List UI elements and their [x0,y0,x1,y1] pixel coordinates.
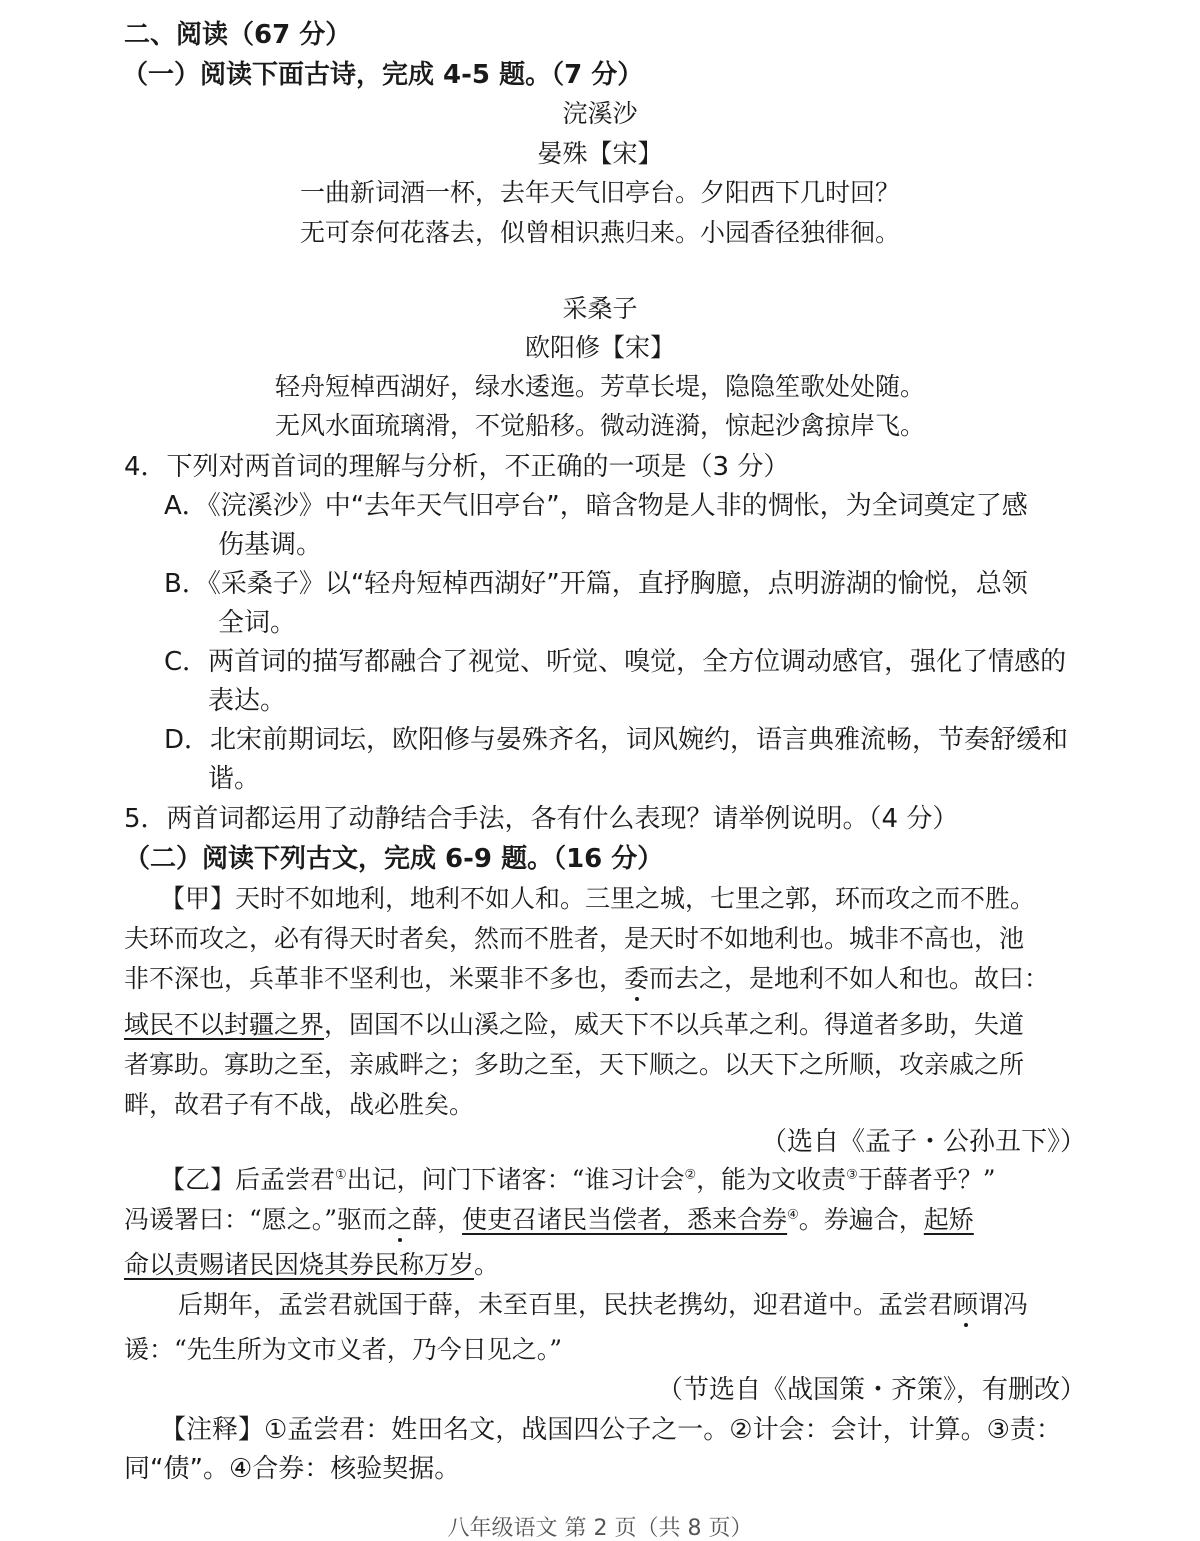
notes-line-1: 【注释】①孟尝君：姓田名文，战国四公子之一。②计会：会计，计算。③责： [160,1415,1062,1445]
option-b-line-2: 全词。 [218,608,297,638]
dotted-word-zhi: 之 [387,1205,413,1234]
section-title: 二、阅读（67 分） [124,20,352,50]
option-d-line-1: D．北宋前期词坛，欧阳修与晏殊齐名，词风婉约，语言典雅流畅，节奏舒缓和 [164,725,1069,755]
passage-yi-line-4: 后期年，孟尝君就国于薛，未至百里，民扶老携幼，迎君道中。孟尝君顾谓冯 [178,1290,1029,1319]
passage-jia-line-4: 域民不以封疆之界，固国不以山溪之险，威天下不以兵革之利。得道者多助，失道 [124,1010,1025,1039]
passage-jia-line-1: 【甲】天时不如地利，地利不如人和。三里之城，七里之郭，环而攻之而不胜。 [160,884,1036,913]
poem2-author: 欧阳修【宋】 [524,333,675,362]
poem2-line-1: 轻舟短棹西湖好，绿水逶迤。芳草长堤，隐隐笙歌处处随。 [274,372,925,401]
option-d-line-2: 谐。 [208,764,261,794]
underlined-sentence-2: 使吏召诸民当偿者，悉来合券 [462,1205,788,1234]
passage-jia-line-6: 畔，故君子有不战，战必胜矣。 [124,1090,475,1119]
underlined-sentence-1: 域民不以封疆之界 [124,1010,325,1039]
passage-jia-line-5: 者寡助。寡助之至，亲戚畔之；多助之至，天下顺之。以天下之所顺，攻亲戚之所 [124,1050,1025,1079]
option-a-line-2: 伤基调。 [218,530,323,560]
passage-yi-line-2: 冯谖署曰：“愿之。”驱而之薛，使吏召诸民当偿者，悉来合券④。券遍合，起矫 [124,1205,974,1234]
passage-jia-line-3: 非不深也，兵革非不坚利也，米粟非不多也，委而去之，是地利不如人和也。故曰： [124,964,1050,993]
poem1-title: 浣溪沙 [562,99,638,128]
option-a-line-1: A．《浣溪沙》中“去年天气旧亭台”，暗含物是人非的惆怅，为全词奠定了感 [164,491,1028,521]
footnote-1: ① [335,1167,347,1183]
footnote-2: ② [684,1167,697,1183]
option-b-line-1: B．《采桑子》以“轻舟短棹西湖好”开篇，直抒胸臆，点明游湖的愉悦，总领 [164,569,1028,599]
page-footer: 八年级语文 第 2 页（共 8 页） [447,1516,753,1541]
poem2-line-2: 无风水面琉璃滑，不觉船移。微动涟漪，惊起沙禽掠岸飞。 [274,411,925,440]
poem1-author: 晏殊【宋】 [537,139,663,168]
question-5: 5．两首词都运用了动静结合手法，各有什么表现？请举例说明。（4 分） [124,804,959,834]
question-4-stem: 4．下列对两首词的理解与分析，不正确的一项是（3 分） [124,452,790,482]
poem1-line-2: 无可奈何花落去，似曾相识燕归来。小园香径独徘徊。 [299,218,900,247]
poem1-line-1: 一曲新词酒一杯，去年天气旧亭台。夕阳西下几时回？ [299,178,900,207]
passage-yi-line-5: 谖：“先生所为文市义者，乃今日见之。” [124,1335,563,1364]
dotted-word-wei: 委 [624,964,650,993]
underlined-sentence-3-end: 命以责赐诸民因烧其券民称万岁 [124,1250,475,1279]
dotted-word-gu: 顾 [953,1290,979,1319]
underlined-sentence-3-start: 起矫 [923,1205,974,1234]
part1-heading: （一）阅读下面古诗，完成 4-5 题。（7 分） [122,60,644,90]
option-c-line-1: C．两首词的描写都融合了视觉、听觉、嗅觉，全方位调动感官，强化了情感的 [164,647,1067,677]
option-c-line-2: 表达。 [208,686,287,716]
footnote-4: ④ [787,1207,799,1223]
passage-jia-line-2: 夫环而攻之，必有得天时者矣，然而不胜者，是天时不如地利也。城非不高也，池 [124,924,1025,953]
passage-jia-source: （选自《孟子・公孙丑下》） [760,1127,1086,1157]
notes-line-2: 同“债”。④合券：核验契据。 [124,1454,461,1484]
footnote-3: ③ [846,1167,858,1183]
passage-yi-line-1: 【乙】后孟尝君①出记，问门下诸客：“谁习计会②，能为文收责③于薛者乎？” [160,1165,996,1194]
part2-heading: （二）阅读下列古文，完成 6-9 题。（16 分） [124,844,664,874]
passage-yi-source: （节选自《战国策・齐策》，有删改） [656,1375,1086,1405]
passage-yi-line-3: 命以责赐诸民因烧其券民称万岁。 [124,1250,500,1279]
poem2-title: 采桑子 [562,294,638,323]
